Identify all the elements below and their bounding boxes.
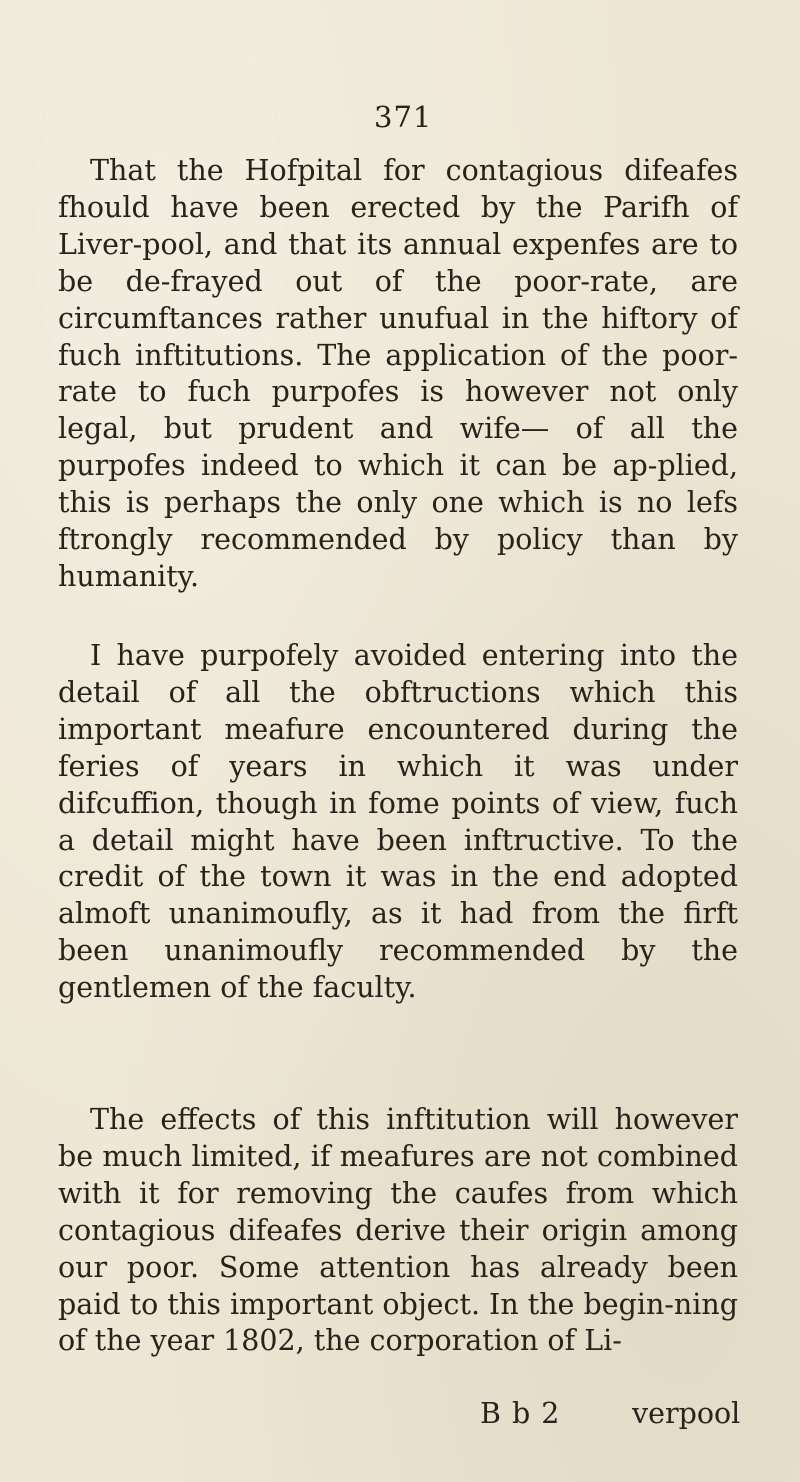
- paragraph-effects: [58, 1102, 738, 1360]
- paragraph-text: That the Hofpital for contagious difeafes fhould have been erected by the Parifh of Liver-pool, and that its annual expenfes are to be de-frayed out of the poor-rate, are circumftances rather unufual in the hiftory of fuch inftitutions. The application of the poor-rate to fuch purpofes is however not only legal, but prudent and wife— of all the purpofes indeed to which it can be ap-plied, this is perhaps the only one which is no lefs ftrongly recommended by policy than by humanity.: [58, 154, 738, 593]
- signature-mark: B b 2: [480, 1397, 561, 1430]
- paragraph-hospital: [58, 153, 738, 596]
- paragraph-text: I have purpofely avoided entering into the detail of all the obftructions which this important meafure encountered during the feries of years in which it was under difcuffion, though in fome points of view, fuch a detail might have been inftructive. To the credit of the town it was in the end adopted almoft unanimoufly, as it had from the firft been unanimoufly recommended by the gentlemen of the faculty.: [58, 639, 738, 1005]
- paragraph-text: The effects of this inftitution will however be much limited, if meafures are not combined with it for removing the caufes from which contagious difeafes derive their origin among our poor. Some attention has already been paid to this important object. In the begin-ning of the year 1802, the corporation of Li-: [58, 1103, 738, 1358]
- page-footer: [0, 1397, 800, 1437]
- paragraph-obstructions: [58, 638, 738, 1007]
- page-number: 371: [374, 100, 433, 134]
- catchword: verpool: [632, 1397, 741, 1430]
